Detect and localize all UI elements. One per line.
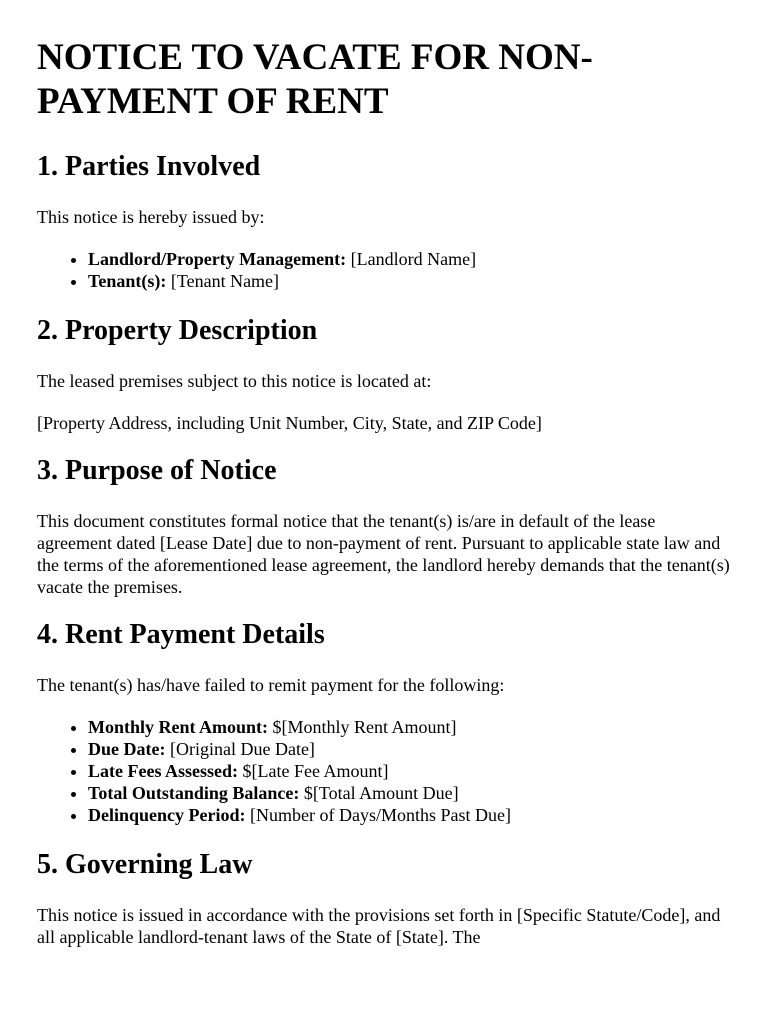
section-parties (37, 150, 730, 292)
section-governing-law (37, 848, 730, 948)
item-value: [Number of Days/Months Past Due] (250, 805, 511, 825)
section-heading: 1. Parties Involved (37, 151, 261, 182)
item-label: Tenant(s): (88, 271, 167, 291)
section-intro: The leased premises subject to this notice is located at: (37, 371, 432, 391)
section-body: This document constitutes formal notice that the tenant(s) is/are in default of the lease agreement dated [Lease Date] due to non-payment of rent. Pursuant to applicable state law and the terms of the aforementioned lease agreement, the landlord hereby demands that the tenant(s) vacate the premises. (37, 511, 730, 597)
section-heading: 4. Rent Payment Details (37, 619, 325, 650)
list-item (88, 804, 730, 826)
item-value: $[Monthly Rent Amount] (272, 717, 457, 737)
section-heading: 3. Purpose of Notice (37, 455, 277, 486)
section-heading: 5. Governing Law (37, 849, 253, 880)
item-label: Due Date: (88, 739, 166, 759)
parties-list (37, 248, 730, 292)
item-label: Total Outstanding Balance: (88, 783, 300, 803)
list-item (88, 716, 730, 738)
document-title: NOTICE TO VACATE FOR NON-PAYMENT OF RENT (37, 37, 593, 122)
section-purpose (37, 454, 730, 598)
item-value: $[Late Fee Amount] (242, 761, 389, 781)
rent-details-list (37, 716, 730, 826)
list-item (88, 738, 730, 760)
item-label: Late Fees Assessed: (88, 761, 238, 781)
list-item (88, 270, 730, 292)
item-value: [Tenant Name] (170, 271, 280, 291)
item-value: [Original Due Date] (169, 739, 315, 759)
list-item (88, 248, 730, 270)
section-intro: This notice is hereby issued by: (37, 207, 265, 227)
item-value: $[Total Amount Due] (303, 783, 459, 803)
section-heading: 2. Property Description (37, 315, 318, 346)
section-intro: The tenant(s) has/have failed to remit payment for the following: (37, 675, 505, 695)
item-value: [Landlord Name] (350, 249, 477, 269)
section-rent-details (37, 618, 730, 826)
list-item (88, 760, 730, 782)
item-label: Monthly Rent Amount: (88, 717, 269, 737)
section-property (37, 314, 730, 434)
section-body: This notice is issued in accordance with the provisions set forth in [Specific Statute/Code], and all applicable landlord-tenant laws of the State of [State]. The (37, 905, 721, 947)
list-item (88, 782, 730, 804)
item-label: Delinquency Period: (88, 805, 246, 825)
item-label: Landlord/Property Management: (88, 249, 347, 269)
property-address: [Property Address, including Unit Number, City, State, and ZIP Code] (37, 413, 542, 433)
